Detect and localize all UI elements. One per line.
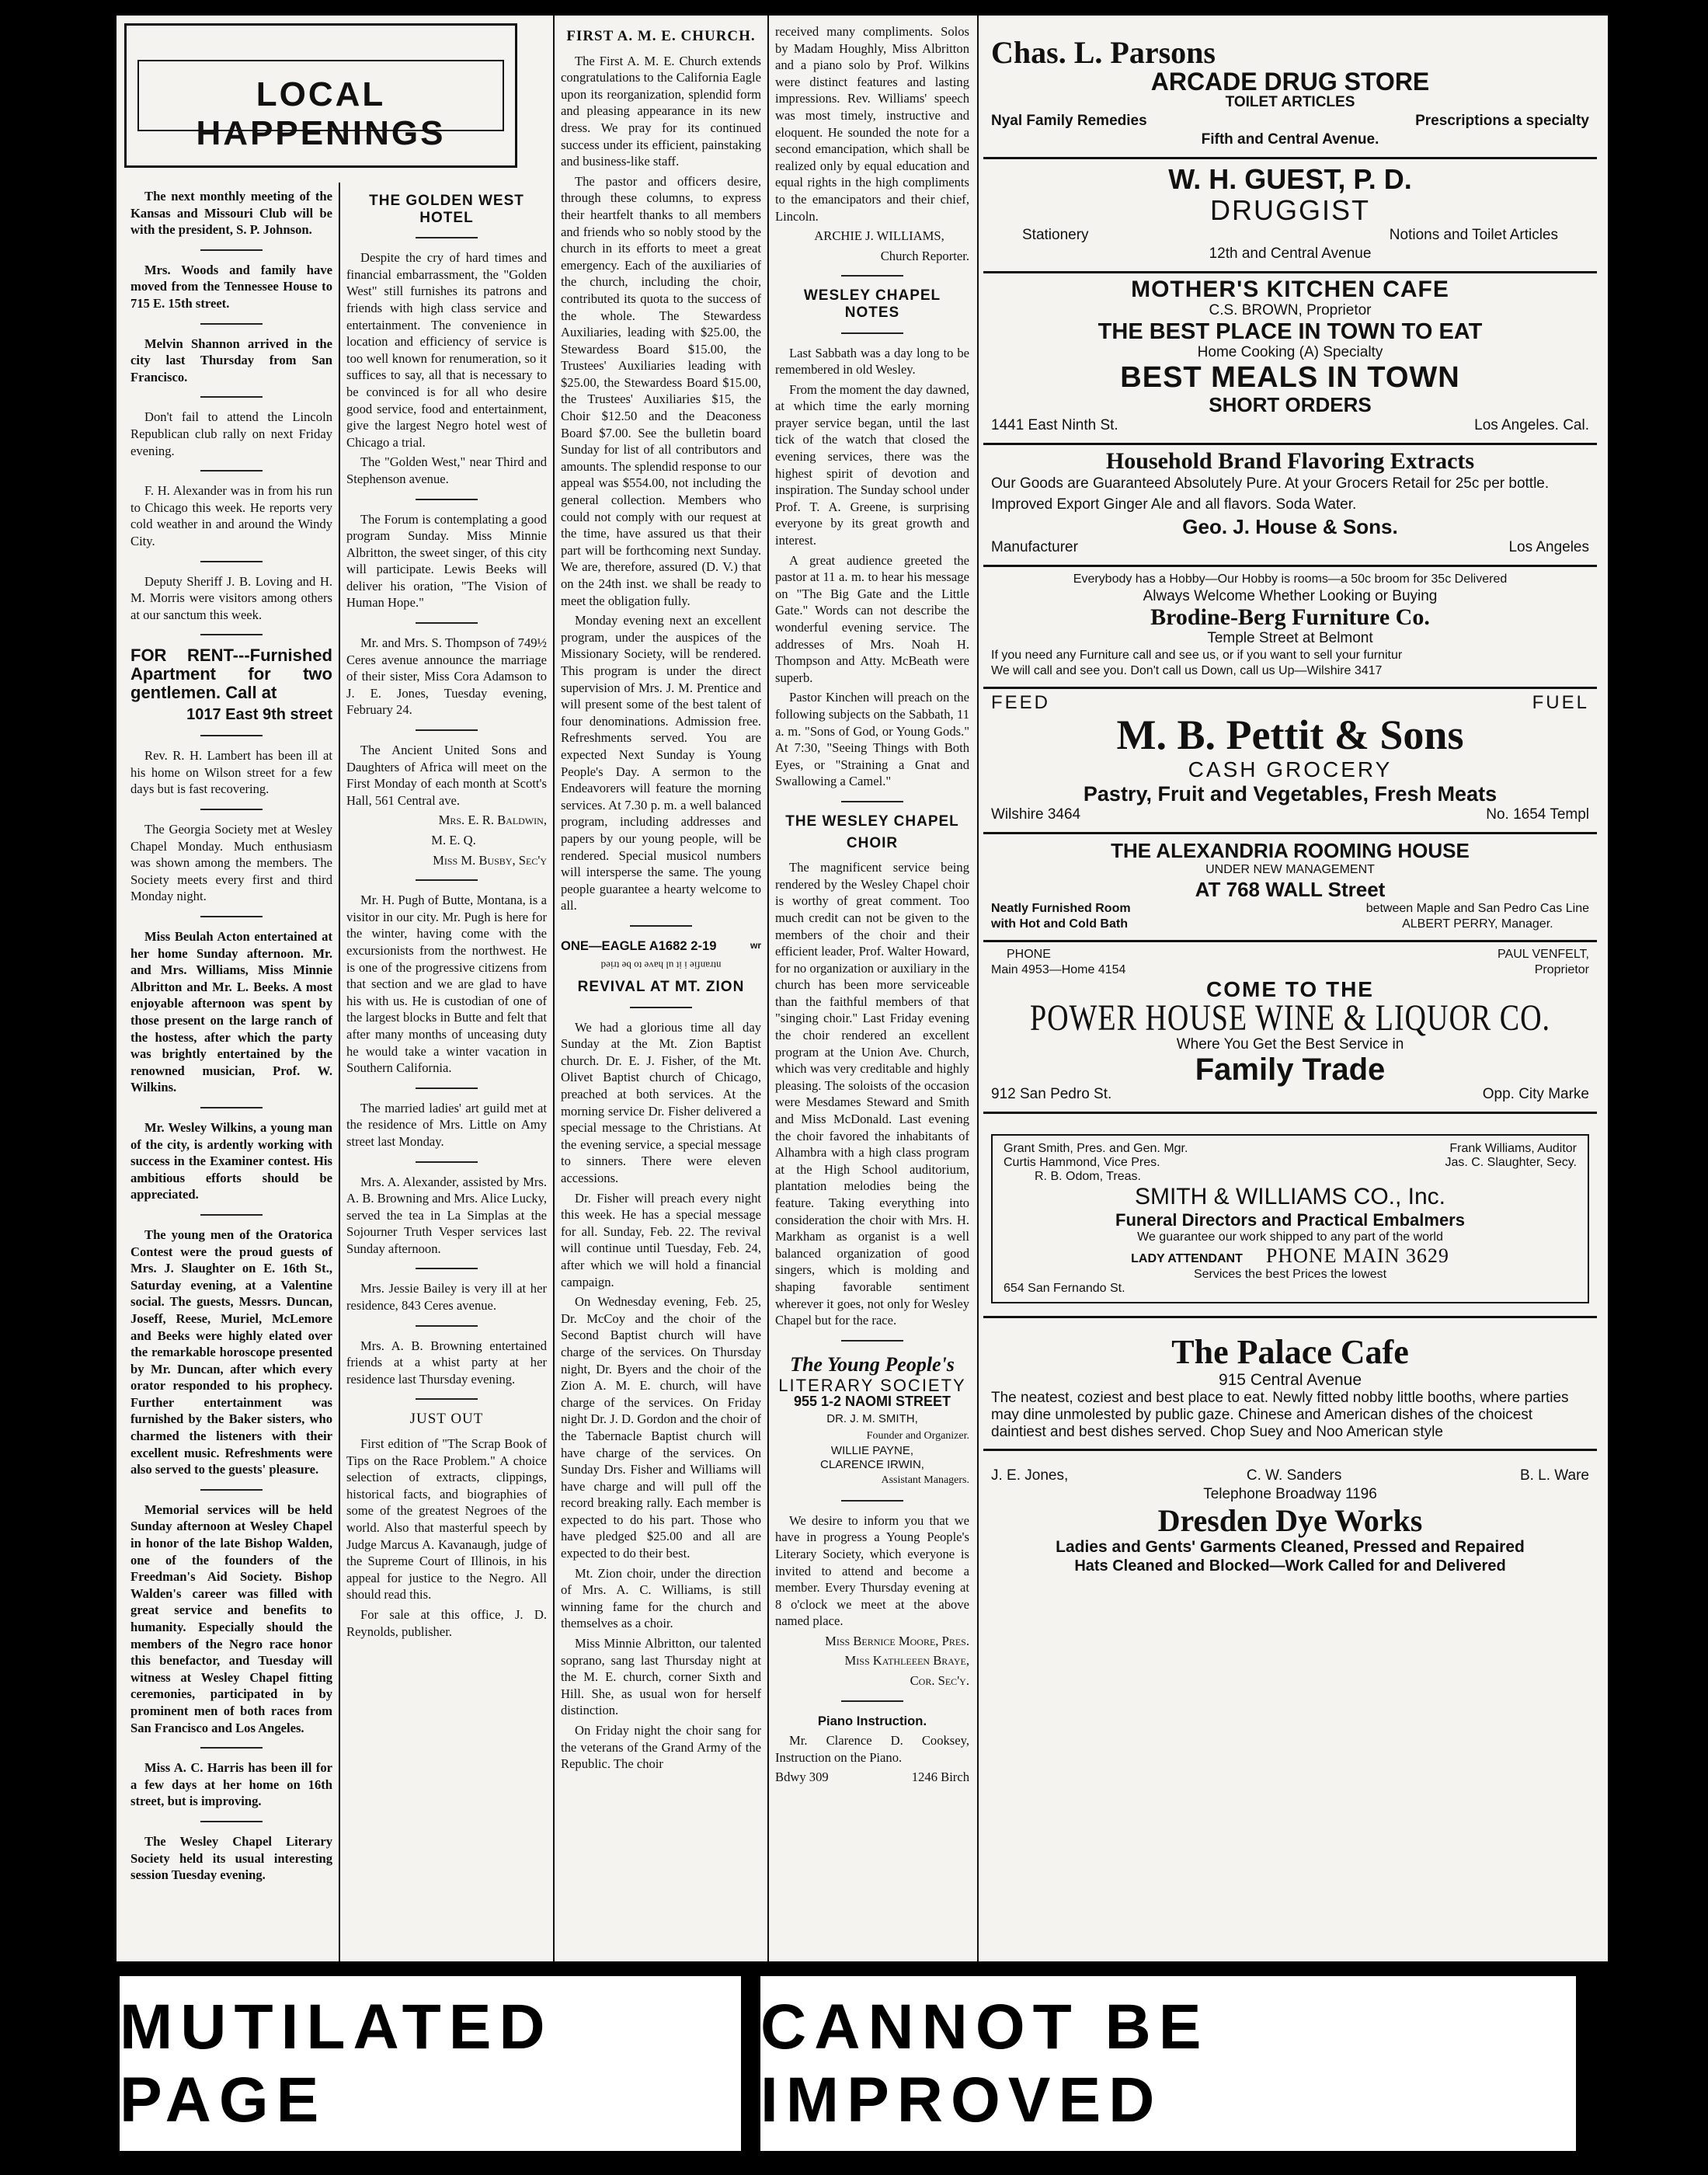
sw-phone: PHONE MAIN 3629 <box>1265 1244 1449 1267</box>
sw-services: Services the best Prices the lowest <box>1193 1268 1387 1281</box>
sw-lady-line <box>1004 1244 1577 1268</box>
wesley-item: From the moment the day dawned, at which time the early morning prayer service began, until the last tick of the watch that closed the evening services, there was the highest spirit of devotion and inspiration. The Sunday school under Prof. T. A. Greene, is surprising everyone by its great growth and interest. <box>775 381 969 548</box>
ph-line <box>991 1085 1589 1104</box>
choir-heading-2: CHOIR <box>846 834 899 851</box>
sw-address: 654 San Fernando St. <box>1004 1282 1125 1295</box>
ad-palace-cafe <box>983 1318 1597 1451</box>
dd-line1: Ladies and Gents' Garments Cleaned, Pressed and Repaired <box>1056 1538 1525 1556</box>
young-peoples-ad <box>775 1352 969 1489</box>
parsons-toilet: TOILET ARTICLES <box>1225 94 1355 110</box>
col2-item: Despite the cry of hard times and financial embarrassment, the "Golden West" still furnishes its patrons and friends with high class service and entertainment. The convenience in location and efficiency of service is too well known for renumeration, so it suffices to say, all that is necessary to be convinced is for all who desire good service, food and entertainment, give the largest Negro hotel west of Chicago a trial. <box>346 250 547 450</box>
ph-main: Main 4953—Home 4154 <box>991 963 1126 976</box>
sw-name: SMITH & WILLIAMS CO., Inc. <box>1134 1184 1446 1209</box>
parsons-nyal: Nyal Family Remedies <box>991 113 1147 129</box>
revival-item: On Friday night the choir sang for the veterans of the Grand Army of the Republic. The choir <box>561 1723 761 1772</box>
signature: Miss Bernice Moore, Pres. <box>825 1633 969 1648</box>
mb-pastry: Pastry, Fruit and Vegetables, Fresh Meats <box>1083 782 1498 806</box>
ad-power-house <box>983 942 1597 1114</box>
guest-stationery: Stationery <box>1022 227 1089 243</box>
col3-item: Monday evening next an excellent program, under the auspices of the Missionary Society, will be rendered. This program is under the direct supervision of Mrs. J. M. Prentice and will present some of the best talent of four denominations. Admission free. Refreshments served. You are expected Next Sunday is Young People's Day. A sermon to the Endeavorers will feature the morning services. At 7.30 p. m. a well balanced program, including addresses and papers by our young people, will be rendered. Special musicol numbers will intersperse the same. The young people guarantee a hearty welcome to all. <box>561 613 761 914</box>
local-happenings-title-box <box>124 23 517 168</box>
mb-fuel: FUEL <box>1532 692 1589 713</box>
col2-item: Mrs. A. Alexander, assisted by Mrs. A. B. Browning and Mrs. Alice Lucky, served the tea in La Simplas at the Sojourner Truth Vesper services last Sunday afternoon. <box>346 1174 547 1256</box>
mb-cash: CASH GROCERY <box>1188 757 1393 781</box>
ylp-text: We desire to inform you that we have in progress a Young People's Literary Society, which everyone is invited to attend and become a member. Every Thursday evening at 8 o'clock we meet at the above named place. <box>775 1512 969 1629</box>
sw-officer: Grant Smith, Pres. and Gen. Mgr. <box>1004 1142 1188 1155</box>
col2-item: The "Golden West," near Third and Stephenson avenue. <box>346 454 547 486</box>
piano-heading: Piano Instruction. <box>817 1713 927 1728</box>
col3-item: The First A. M. E. Church extends congratulations to the California Eagle upon its reorganization, splendid form and pleasing appearance in its new dress. We pray for its continued success under its efficient, painstaking and business-like staff. <box>561 53 761 169</box>
col4-intro: received many compliments. Solos by Madam Houghly, Miss Albritton and a piano solo by Prof. Wilkins were distinct features and lasting impressions. Rev. Williams' speech was most timely, instructive and eloquent. He sounded the note for a second emancipation, which shall be realized only by equal education and equal rights in the high compliments to the emancipators and their chief, Lincoln. <box>775 24 969 224</box>
ax-management: UNDER NEW MANAGEMENT <box>1205 863 1375 876</box>
ylp-title: The Young People's <box>790 1352 955 1376</box>
guest-line <box>991 226 1589 245</box>
local-item: F. H. Alexander was in from his run to Chicago this week. He reports very cold weather in and around the Windy City. <box>130 483 332 548</box>
revival-heading: REVIVAL AT MT. ZION <box>577 979 745 996</box>
bb-address: Temple Street at Belmont <box>1207 630 1373 646</box>
signature: M. E. Q. <box>431 833 476 847</box>
parsons-name: Chas. L. Parsons <box>991 35 1216 70</box>
col3-item: The pastor and officers desire, through these columns, to express their heartfelt thanks to all members and friends who so nobly stood by the church in its efforts to meet a great emergency. Each of the auxiliaries of the church, including the choir, contributed its quota to the success of the whole. The Stewardess Auxiliaries, leading with $25.00, the Stewardess Board $15.00, the Trustees' Auxiliaries leading with $25.00, the Stewardess Board $15.00, the Trustees' Auxiliaries $15, the Choir $12.50 and the Deaconess Board $7.00. See the bulletin board Sunday for list of all contributors and amounts. The splendid response to our appeal was $554.00, not including the general collection. Members who could not comply with our request at the time, have assured us that their part will be forthcoming next Sunday. We are, therefore, assured (D. V.) that on the 24th inst. we shall be ready to meet the obligation fully. <box>561 173 761 608</box>
mb-feed: FEED <box>991 692 1051 713</box>
ph-family: Family Trade <box>1195 1053 1386 1087</box>
ph-left <box>991 947 1125 978</box>
choir-text: The magnificent service being rendered by the Wesley Chapel choir is worthy of great comment. Too much credit can not be given to the members of the choir and their efficient leader, Prof. Walter Howard, for no organization or auxiliary in the church has been more serviceable than the faithful members of that "singing choir." Last Friday evening the choir rendered an excellent program at the Union Ave. Church, which was very creditable and highly pleasing. The soloists of the occasion were Mesdames Steward and Smith and Miss McDonald. Last evening the choir favored the inhabitants of Alhambra with a high class program at the High School auditorium, plantation melodies being the feature. Taking everything into consideration the choir with Mrs. H. Markham as organist is a well balanced organization of good singers, which is molding and shaping favorable sentiment wherever it goes, not only for Wesley Chapel but for the race. <box>775 860 969 1328</box>
signature: Miss M. Busby, Sec'y <box>433 852 547 868</box>
local-item: Mr. Wesley Wilkins, a young man of the city, is ardently working with success in the Examiner contest. His ambitious efforts should be appreciated. <box>130 1119 332 1202</box>
local-item: Don't fail to attend the Lincoln Republican club rally on next Friday evening. <box>130 409 332 458</box>
ph-phone-label: PHONE <box>1007 948 1051 961</box>
ylp-doctor: DR. J. M. SMITH, <box>826 1411 918 1425</box>
ad-household-brand <box>983 445 1597 567</box>
mb-phone: Wilshire 3464 <box>991 806 1081 823</box>
local-item: Rev. R. H. Lambert has been ill at his home on Wilson street for a few days but is fast recovering. <box>130 748 332 797</box>
column-ame-church <box>561 23 761 1776</box>
ad-dresden <box>983 1451 1597 1583</box>
ph-where: Where You Get the Best Service in <box>1176 1036 1404 1053</box>
ad-alexandria <box>983 834 1597 942</box>
ad-guest <box>983 159 1597 273</box>
piano-address: 1246 Birch <box>911 1770 969 1785</box>
ph-paul: PAUL VENFELT, <box>1498 948 1589 961</box>
ax-line <box>991 901 1589 932</box>
ax-neat-2: with Hot and Cold Bath <box>991 917 1128 931</box>
newspaper-page <box>117 16 1608 1961</box>
col2-item: Mrs. A. B. Browning entertained friends at a whist party at her residence last Thursday evening. <box>346 1338 547 1387</box>
signature: Church Reporter. <box>880 248 969 263</box>
slug-line <box>561 938 761 955</box>
column-local-happenings <box>130 188 332 1887</box>
ph-name: POWER HOUSE WINE & LIQUOR CO. <box>1029 997 1551 1039</box>
wesley-notes-heading: WESLEY CHAPEL NOTES <box>803 287 941 321</box>
mb-feed-fuel <box>991 694 1589 712</box>
ads-column <box>983 31 1597 1583</box>
local-item: Deputy Sheriff J. B. Loving and H. M. Morris were visitors among others at our sanctum this week. <box>130 573 332 622</box>
signature: Mrs. E. R. Baldwin, <box>438 813 547 828</box>
hb-company: Geo. J. House & Sons. <box>1182 515 1398 538</box>
signature: ARCHIE J. WILLIAMS, <box>814 228 944 244</box>
mk-line <box>991 416 1589 435</box>
hb-text: Our Goods are Guaranteed Absolutely Pure. At your Grocers Retail for 25c per bottle. Improved Export Ginger Ale and all flavors. Soda Water. <box>991 475 1550 513</box>
sw-row1 <box>1004 1142 1577 1156</box>
ylp-literary: LITERARY SOCIETY <box>778 1375 966 1395</box>
mk-home: Home Cooking (A) Specialty <box>1197 344 1383 360</box>
local-item: Melvin Shannon arrived in the city last Thursday from San Francisco. <box>130 336 332 385</box>
column-rule <box>767 16 769 1961</box>
ph-come: COME TO THE <box>1206 977 1374 1001</box>
hb-city: Los Angeles <box>1508 539 1589 555</box>
column-rule <box>553 16 555 1961</box>
column-golden-west <box>346 188 547 1643</box>
for-rent-address: 1017 East 9th street <box>186 706 332 724</box>
ph-right <box>1498 947 1589 978</box>
guest-druggist: DRUGGIST <box>1209 194 1370 226</box>
ylp-founder: Founder and Organizer. <box>866 1429 969 1442</box>
revival-item: On Wednesday evening, Feb. 25, Dr. McCoy and the choir of the Second Baptist church will have charge of the services. On Thursday night, Dr. Byers and the choir of the Zion A. M. E. church, will have charge of the services. On Friday night Dr. J. D. Gordon and the choir of the Tabernacle Baptist church will have charge of the services. On Sunday Drs. Fisher and Williams will have charge and will pull off the record breaking rally. Each member is expected to do his part. Those who have pledged $25.00 and all are expected to do their best. <box>561 1294 761 1561</box>
mk-best: THE BEST PLACE IN TOWN TO EAT <box>1098 319 1483 344</box>
parsons-store: ARCADE DRUG STORE <box>1150 68 1430 96</box>
hb-line <box>991 538 1589 557</box>
column-rule <box>977 16 979 1961</box>
ph-prop: Proprietor <box>1534 963 1589 976</box>
col2-item: Mr. H. Pugh of Butte, Montana, is a visitor in our city. Mr. Pugh is here for the winter, having come with the excursionists from the northwest. He is one of the progressive citizens from that section and we are glad to have his with us. He is custodian of one of the largest blocks in Butte and felt that after many months of unceasing duty he would take a winter vacation in Southern California. <box>346 893 547 1076</box>
revival-item: We had a glorious time all day Sunday at the Mt. Zion Baptist church. Dr. E. J. Fisher, of the Mt. Olivet Baptist church of Chicago, preached at both services. At the morning service Dr. Fisher delivered a special message to the Christians. At the evening service, a special message to sinners. There were eleven accessions. <box>561 1019 761 1185</box>
choir-heading-1: THE WESLEY CHAPEL <box>785 813 959 830</box>
ax-between: between Maple and San Pedro Cas Line <box>1365 902 1589 915</box>
local-item: The young men of the Oratorica Contest were the proud guests of Mrs. J. Slaughter on E. 16th St., Saturday evening, at a Valentine social. The guests, Messrs. Duncan, Joseff, Reese, Muriel, McLemore and Beeks were highly elated over the remarkable horoscope presented by Mr. Duncan, after which every orator responded to his prophecy. Further entertainment was furnished by the Baker sisters, who charmed the listeners with their excellent music. Refreshments were also served to the guests' pleasure. <box>130 1227 332 1477</box>
guest-notions: Notions and Toilet Articles <box>1389 227 1558 243</box>
parsons-line <box>991 112 1589 130</box>
ph-top <box>991 947 1589 978</box>
bb-hobby: Everybody has a Hobby—Our Hobby is rooms—a 50c broom for 35c Delivered <box>1073 572 1508 586</box>
col2-item: The Ancient United Sons and Daughters of Africa will meet on the First Monday of each month at Scott's Hall, 561 Central ave. <box>346 743 547 808</box>
just-out-sale: For sale at this office, J. D. Reynolds, publisher. <box>346 1606 547 1639</box>
ylp-manager: WILLIE PAYNE, <box>830 1444 914 1458</box>
bb-line2: We will call and see you. Don't call us Down, call us Up—Wilshire 3417 <box>991 664 1383 677</box>
mk-address: 1441 East Ninth St. <box>991 417 1118 433</box>
wesley-item: Pastor Kinchen will preach on the following subjects on the Sabbath, 11 a. m. "Sons of God, or Young Gods." At 7:30, "Seeing Things with Both Eyes, or "Straining a Gnat and Swallowing a Camel." <box>775 690 969 789</box>
ax-neat <box>991 901 1131 932</box>
col2-item: The Forum is contemplating a good program Sunday. Miss Minnie Albritton, the sweet singer, of this city will participate. Lewis Beeks will deliver his oration, "The Vision of Human Hope." <box>346 511 547 611</box>
ad-smith-williams <box>991 1134 1589 1303</box>
dd-telephone: Telephone Broadway 1196 <box>1203 1486 1377 1502</box>
col2-item: Mr. and Mrs. S. Thompson of 749½ Ceres avenue announce the marriage of their sister, Miss Cora Adamson to J. E. Jones, Tuesday evening, February 24. <box>346 635 547 718</box>
parsons-address: Fifth and Central Avenue. <box>1201 131 1379 148</box>
mk-title: MOTHER'S KITCHEN CAFE <box>1131 277 1449 302</box>
mk-meals: BEST MEALS IN TOWN <box>1120 361 1460 394</box>
col2-item: Mrs. Jessie Bailey is very ill at her residence, 843 Ceres avenue. <box>346 1281 547 1314</box>
mk-short: SHORT ORDERS <box>1209 393 1372 416</box>
revival-item: Mt. Zion choir, under the direction of Mrs. A. C. Williams, is still winning fame for the church and themselves as a choir. <box>561 1565 761 1631</box>
signature: Miss Kathleeen Braye, <box>844 1653 969 1669</box>
ax-address: AT 768 WALL Street <box>1195 878 1386 901</box>
bb-line1: If you need any Furniture call and see us, or if you want to sell your furnitur <box>991 649 1403 662</box>
ax-right <box>1366 901 1589 932</box>
ax-manager: ALBERT PERRY, Manager. <box>1402 917 1553 931</box>
piano-text: Mr. Clarence D. Cooksey, Instruction on the Piano. <box>775 1733 969 1765</box>
ph-address: 912 San Pedro St. <box>991 1086 1112 1102</box>
banner-mutilated-page: MUTILATED PAGE <box>117 1973 744 2154</box>
revival-item: Miss Minnie Albritton, our talented soprano, sang last Thursday night at the M. E. church, corner Sixth and Hill. She, as usual won for herself distinction. <box>561 1636 761 1718</box>
banner-cannot-be-improved: CANNOT BE IMPROVED <box>757 1973 1579 2154</box>
local-happenings-title: LOCAL HAPPENINGS <box>196 75 446 152</box>
pc-name: The Palace Cafe <box>1171 1333 1409 1371</box>
mb-line <box>991 806 1589 824</box>
ylp-address: 955 1-2 NAOMI STREET <box>793 1394 951 1410</box>
slug-wr: wr <box>750 939 761 951</box>
hb-manufacturer: Manufacturer <box>991 539 1078 555</box>
column-wesley-chapel <box>775 23 969 1786</box>
sw-row2 <box>1004 1156 1577 1170</box>
ad-pettit <box>983 689 1597 834</box>
piano-contact <box>775 1769 969 1786</box>
signature: Cor. Sec'y. <box>910 1673 969 1689</box>
for-rent-ad: FOR RENT---Furnished Apartment for two gentlemen. Call at <box>130 646 332 703</box>
ad-parsons <box>983 31 1597 159</box>
local-item: The next monthly meeting of the Kansas and Missouri Club will be with the president, S. P. Johnson. <box>130 189 332 238</box>
ph-opp: Opp. City Marke <box>1482 1086 1589 1102</box>
sw-guarantee: We guarantee our work shipped to any part of the world <box>1137 1230 1443 1244</box>
dd-name-c: B. L. Ware <box>1519 1467 1589 1484</box>
ad-mothers-kitchen <box>983 273 1597 445</box>
dd-name-b: C. W. Sanders <box>1246 1467 1342 1484</box>
bb-name: Brodine-Berg Furniture Co. <box>1150 604 1430 630</box>
col2-item: The married ladies' art guild met at the residence of Mrs. Little on Amy street last Monday. <box>346 1100 547 1149</box>
sw-officer: Frank Williams, Auditor <box>1449 1142 1577 1155</box>
hb-title: Household Brand Flavoring Extracts <box>1105 448 1475 474</box>
dd-name-a: J. E. Jones, <box>991 1467 1069 1484</box>
local-item: Miss Beulah Acton entertained at her home Sunday afternoon. Mr. and Mrs. Williams, Miss Minnie Albritton and Mr. L. Beeks. A most enjoyable afternoon was spent by those present on the large ranch of the hostess, after which the party was brightly entertained by the renowned musician, Prof. W. Wilkins. <box>130 929 332 1095</box>
sw-lady: LADY ATTENDANT <box>1131 1252 1243 1265</box>
wesley-item: Last Sabbath was a day long to be remembered in old Wesley. <box>775 345 969 378</box>
revival-item: Dr. Fisher will preach every night this week. He has a special message for all. Sunday, Feb. 22. The revival will continue until Tuesday, Feb. 24, after which we will hold a financial campaign. <box>561 1190 761 1289</box>
bb-welcome: Always Welcome Whether Looking or Buying <box>1143 588 1438 604</box>
guest-address: 12th and Central Avenue <box>1209 245 1372 262</box>
local-item: The Georgia Society met at Wesley Chapel Monday. Much enthusiasm was shown among the members. The Society meets every first and third Monday night. <box>130 822 332 904</box>
ylp-manager: CLARENCE IRWIN, <box>820 1458 924 1472</box>
just-out-heading: JUST OUT <box>409 1411 484 1428</box>
mk-city: Los Angeles. Cal. <box>1474 417 1589 433</box>
upside-down-line: ntranfie i it ul have to be tried <box>600 960 722 973</box>
column-rule <box>339 183 340 1961</box>
guest-name: W. H. GUEST, P. D. <box>1168 163 1412 195</box>
sw-officer: R. B. Odom, Treas. <box>1035 1170 1141 1183</box>
dd-line2: Hats Cleaned and Blocked—Work Called for and Delivered <box>1074 1557 1506 1575</box>
local-item: Memorial services will be held Sunday afternoon at Wesley Chapel in honor of the late Bishop Walden, one of the founders of the Freedman's Aid Society. Bishop Walden's career was filled with great service and benefits to humanity. Especially should the members of the Negro race honor this benefactor, and Tuesday will witness at Wesley Chapel fitting ceremonies, participated in by prominent men of both races from San Francisco and Los Angeles. <box>130 1502 332 1735</box>
pc-address: 915 Central Avenue <box>1218 1371 1362 1389</box>
sw-officer: Curtis Hammond, Vice Pres. <box>1004 1156 1160 1169</box>
just-out-text: First edition of "The Scrap Book of Tips on the Race Problem." A choice selection of extracts, clippings, historical facts, and biographies of some of the greatest Negroes of the world. Also that masterful speech by Judge Marcus A. Kavanaugh, judge of the Supreme Court of Illinois, in his appeal for justice to the Negro. All should read this. <box>346 1436 547 1603</box>
ax-neat-1: Neatly Furnished Room <box>991 902 1131 915</box>
sw-officer: Jas. C. Slaughter, Secy. <box>1445 1156 1577 1169</box>
dd-names <box>991 1467 1589 1485</box>
local-item: Miss A. C. Harris has been ill for a few days at her home on 16th street, but is improving. <box>130 1760 332 1809</box>
piano-phone: Bdwy 309 <box>775 1770 829 1785</box>
mk-proprietor: C.S. BROWN, Proprietor <box>1209 302 1372 318</box>
ylp-managers-label: Assistant Managers. <box>881 1474 969 1487</box>
dd-name: Dresden Dye Works <box>1157 1503 1423 1538</box>
golden-west-heading: THE GOLDEN WEST HOTEL <box>369 193 524 226</box>
ad-smith-williams-wrap <box>983 1114 1597 1318</box>
mb-address: No. 1654 Templ <box>1486 806 1589 823</box>
local-item: The Wesley Chapel Literary Society held its usual interesting session Tuesday evening. <box>130 1833 332 1883</box>
parsons-rx: Prescriptions a specialty <box>1415 113 1589 129</box>
slug-text: ONE—EAGLE A1682 2-19 <box>561 938 717 953</box>
local-item: Mrs. Woods and family have moved from the Tennessee House to 715 E. 15th street. <box>130 262 332 311</box>
ame-church-heading: FIRST A. M. E. CHURCH. <box>566 28 756 44</box>
wesley-item: A great audience greeted the pastor at 11 a. m. to hear his message on "The Big Gate and the Little Gate." Words can not describe the wonderful evening service. The addresses of Mrs. Noah H. Thompson and Atty. McBeath were superb. <box>775 552 969 685</box>
mb-name: M. B. Pettit & Sons <box>1116 712 1464 758</box>
ad-brodine-berg <box>983 567 1597 689</box>
pc-text: The neatest, coziest and best place to eat. Newly fitted nobby little booths, where parties may dine unmolested by public gaze. Chinese and American dishes of the choicest daintiest and best dishes served. Chop Suey and Noo American style <box>991 1390 1569 1440</box>
ax-title: THE ALEXANDRIA ROOMING HOUSE <box>1111 839 1470 862</box>
sw-funeral: Funeral Directors and Practical Embalmers <box>1115 1210 1465 1230</box>
